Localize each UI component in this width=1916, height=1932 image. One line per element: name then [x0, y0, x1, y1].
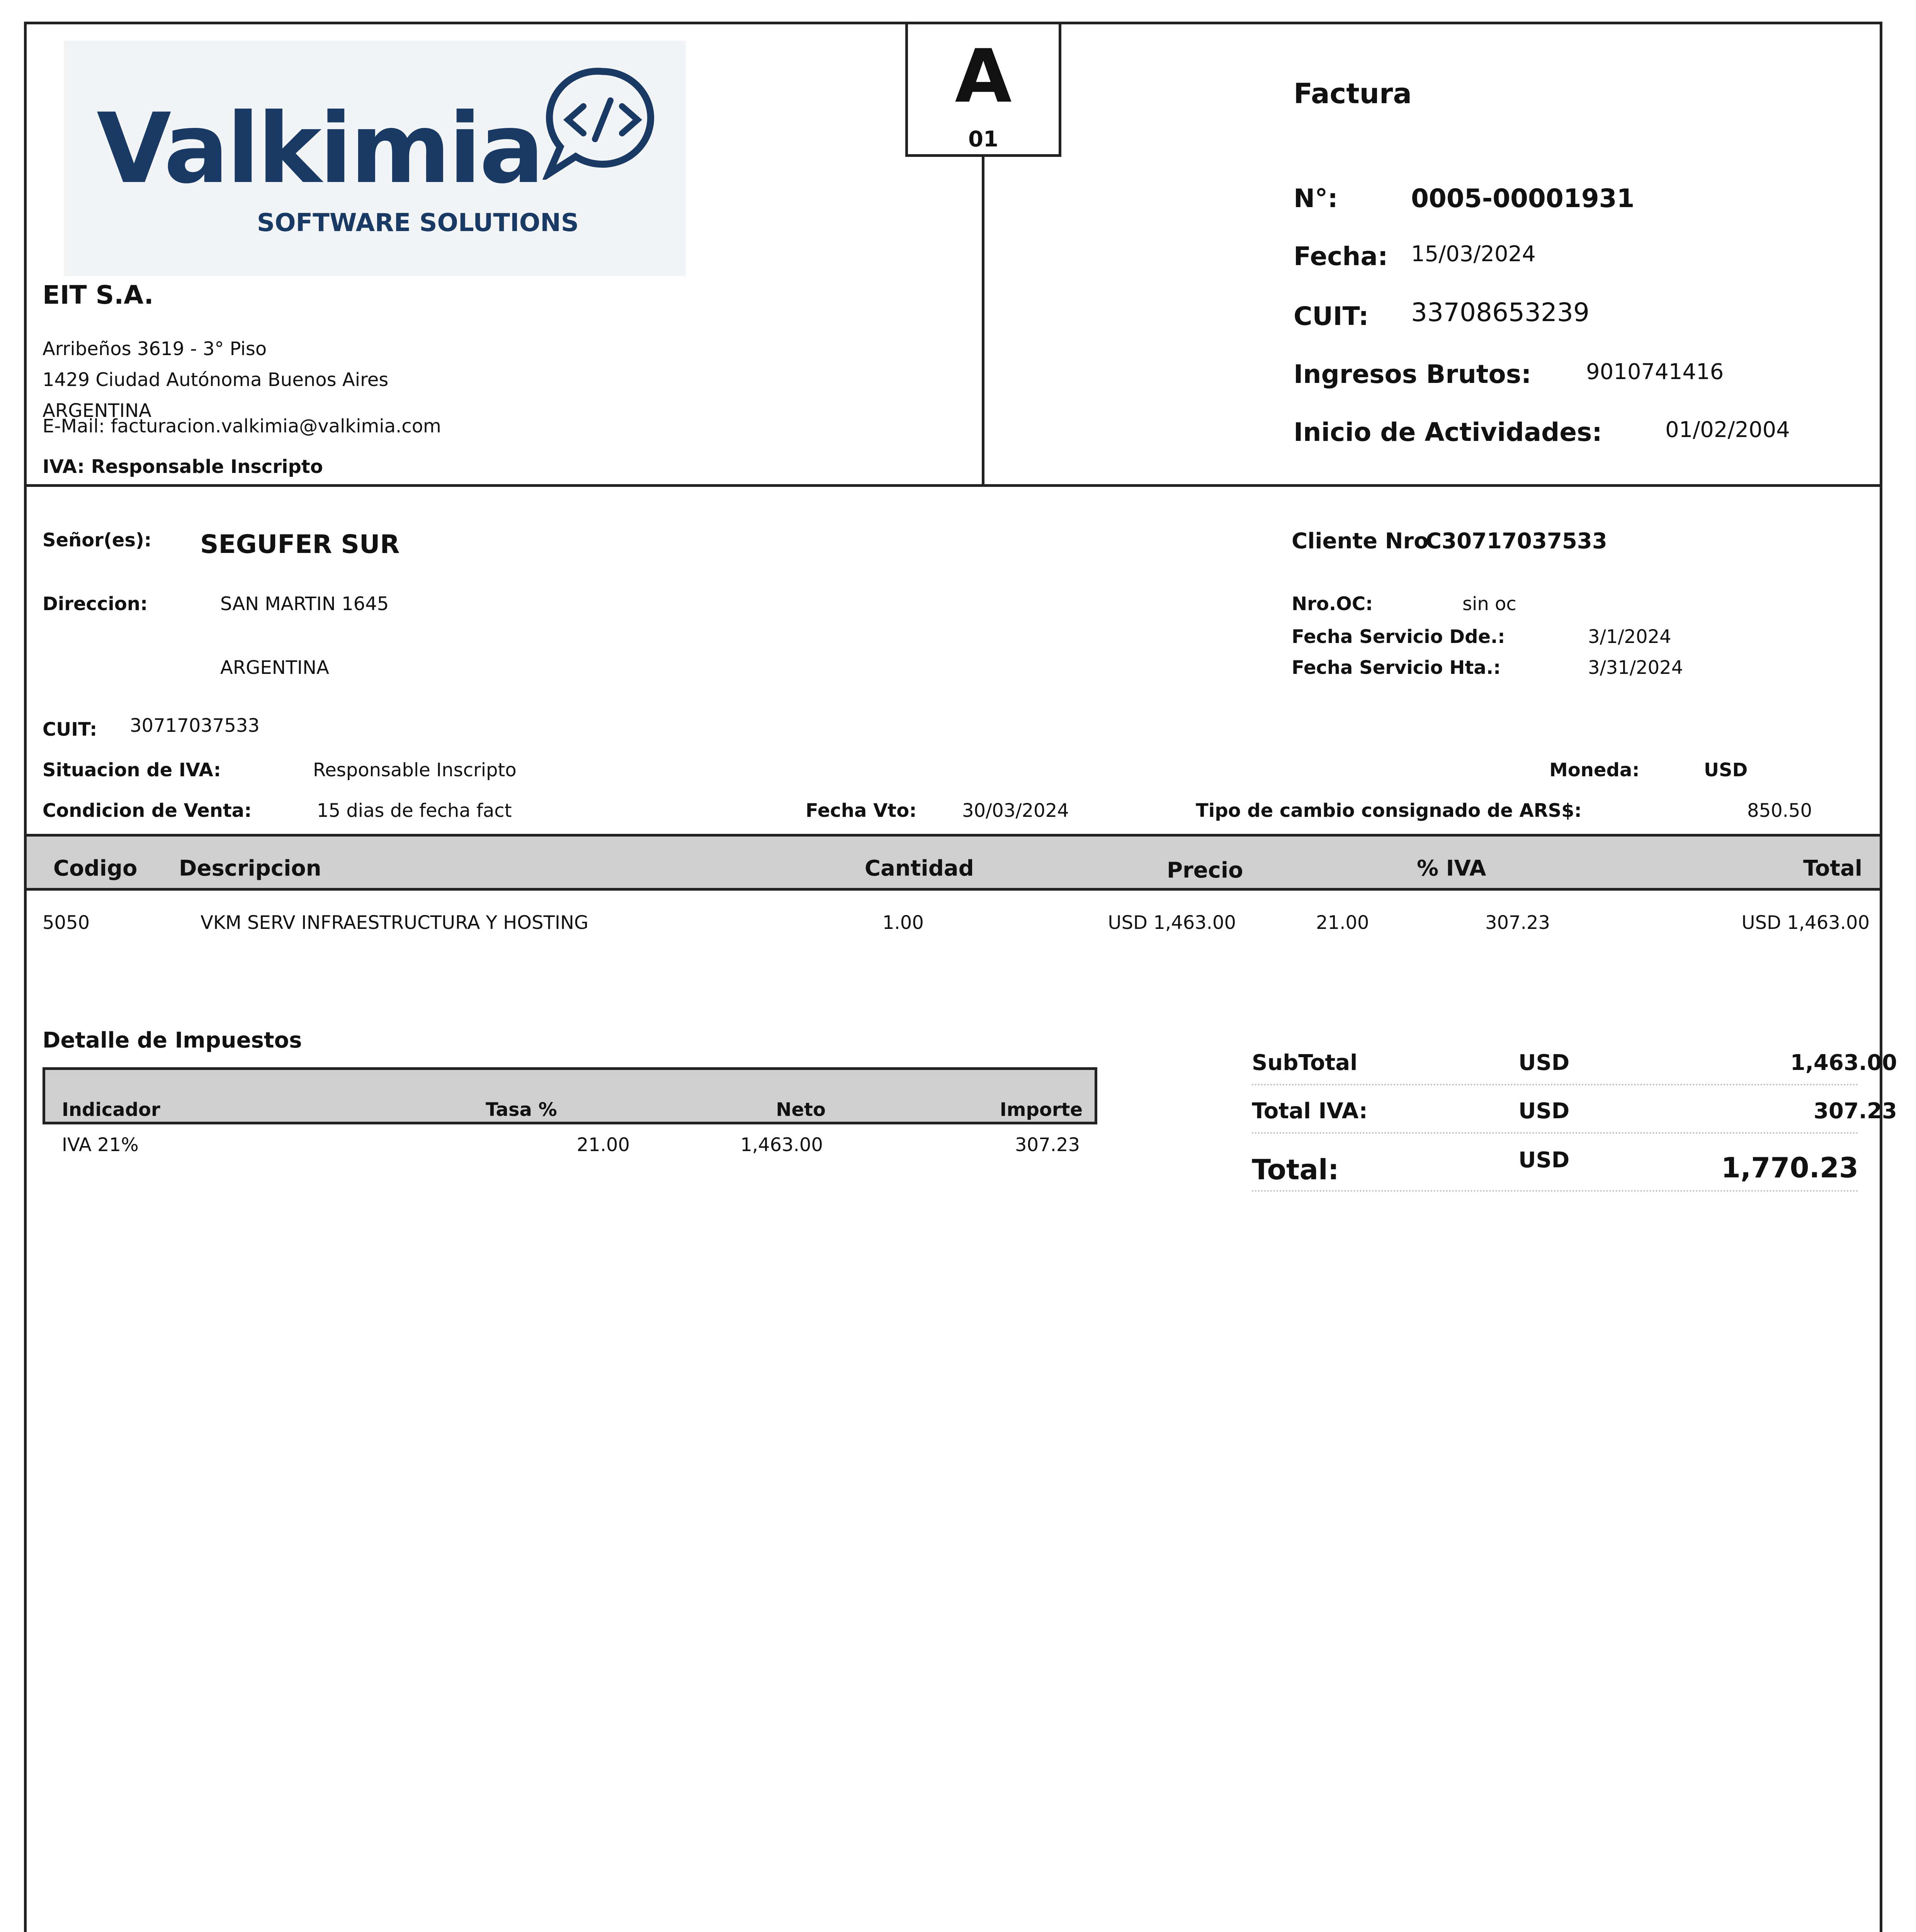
subtotal-currency: USD: [1518, 1050, 1570, 1075]
tax-col-indicator: Indicador: [62, 1099, 160, 1121]
col-price: Precio: [1167, 858, 1243, 883]
sale-condition-label: Condicion de Venta:: [43, 800, 252, 821]
client-senor-label: Señor(es):: [43, 529, 152, 551]
code-bubble-icon: [539, 64, 666, 180]
tax-indicator: IVA 21%: [62, 1134, 139, 1156]
service-to-label: Fecha Servicio Hta.:: [1292, 657, 1501, 679]
total-iva-currency: USD: [1518, 1099, 1570, 1124]
item-quantity: 1.00: [882, 912, 924, 934]
invoice-frame: [24, 22, 1882, 1932]
items-header-bottom: [24, 888, 1882, 891]
due-date-label: Fecha Vto:: [806, 800, 917, 821]
service-to-value: 3/31/2024: [1588, 657, 1683, 679]
col-quantity: Cantidad: [865, 856, 974, 881]
issuer-iva: IVA: Responsable Inscripto: [43, 456, 323, 478]
client-number: C30717037533: [1426, 529, 1607, 554]
subtotal-row: [1252, 1047, 1897, 1085]
grand-total-row: [1252, 1148, 1858, 1192]
company-logo: [64, 41, 686, 276]
client-cuit: 30717037533: [130, 715, 260, 736]
item-total: USD 1,463.00: [1741, 912, 1870, 934]
item-iva-rate: 21.00: [1316, 912, 1369, 934]
currency-label: Moneda:: [1549, 759, 1640, 781]
logo-wordmark: Valkimia: [97, 92, 542, 205]
iibb-value: 9010741416: [1586, 359, 1724, 384]
client-address: SAN MARTIN 1645: [220, 593, 389, 615]
tax-row: [43, 1130, 1097, 1161]
doc-type-letter: A: [955, 34, 1012, 119]
client-iva: Responsable Inscripto: [313, 759, 517, 781]
exchange-rate: 850.50: [1747, 800, 1812, 821]
tax-rate: 21.00: [576, 1134, 630, 1156]
client-country: ARGENTINA: [220, 657, 329, 679]
col-code: Codigo: [53, 856, 138, 881]
total-iva-value: 307.23: [1813, 1099, 1897, 1124]
item-iva-amount: 307.23: [1485, 912, 1550, 934]
item-description: VKM SERV INFRAESTRUCTURA Y HOSTING: [201, 912, 589, 934]
table-row: [27, 908, 1880, 939]
client-number-label: Cliente Nro: [1292, 529, 1429, 554]
issuer-name: EIT S.A.: [43, 280, 154, 310]
item-price: USD 1,463.00: [1108, 912, 1236, 934]
col-total: Total: [1803, 856, 1862, 881]
oc-value: sin oc: [1462, 593, 1516, 615]
tax-col-rate: Tasa %: [486, 1099, 557, 1121]
grand-total-label: Total:: [1252, 1153, 1339, 1186]
col-description: Descripcion: [179, 856, 321, 881]
service-from-value: 3/1/2024: [1588, 626, 1671, 648]
service-from-label: Fecha Servicio Dde.:: [1292, 626, 1505, 648]
grand-total-currency: USD: [1518, 1148, 1570, 1173]
logo-subtitle: SOFTWARE SOLUTIONS: [257, 209, 579, 237]
header-divider: [24, 484, 1882, 487]
invoice-date-label: Fecha:: [1294, 242, 1388, 271]
tax-detail-title: Detalle de Impuestos: [43, 1028, 302, 1053]
invoice-title: Factura: [1294, 77, 1412, 110]
exchange-rate-label: Tipo de cambio consignado de ARS$:: [1196, 800, 1582, 821]
client-name: SEGUFER SUR: [200, 529, 400, 559]
tax-net: 1,463.00: [740, 1134, 823, 1156]
invoice-number-label: N°:: [1294, 184, 1338, 213]
issuer-cuit-label: CUIT:: [1294, 301, 1369, 331]
issuer-address-2: 1429 Ciudad Autónoma Buenos Aires: [43, 369, 389, 391]
tax-col-amount: Importe: [1000, 1099, 1083, 1121]
sale-condition: 15 dias de fecha fact: [317, 800, 512, 821]
start-activities-value: 01/02/2004: [1665, 417, 1790, 442]
issuer-address-1: Arribeños 3619 - 3° Piso: [43, 338, 267, 360]
start-activities-label: Inicio de Actividades:: [1294, 417, 1602, 447]
subtotal-value: 1,463.00: [1790, 1050, 1897, 1075]
client-address-label: Direccion:: [43, 593, 148, 615]
tax-table-header: [43, 1067, 1097, 1124]
total-iva-row: [1252, 1095, 1897, 1134]
client-cuit-label: CUIT:: [43, 719, 97, 740]
issuer-email: E-Mail: facturacion.valkimia@valkimia.com: [43, 415, 441, 437]
iibb-label: Ingresos Brutos:: [1294, 359, 1532, 389]
issuer-country: ARGENTINA: [43, 400, 151, 422]
header-vertical-divider: [982, 155, 984, 487]
invoice-number: 0005-00001931: [1411, 184, 1635, 213]
grand-total-value: 1,770.23: [1721, 1151, 1858, 1184]
invoice-date: 15/03/2024: [1411, 242, 1536, 267]
subtotal-label: SubTotal: [1252, 1050, 1358, 1075]
col-iva: % IVA: [1417, 856, 1486, 881]
doc-type-code: 01: [968, 127, 998, 152]
items-top-line: [24, 834, 1882, 837]
due-date: 30/03/2024: [962, 800, 1069, 821]
client-iva-label: Situacion de IVA:: [43, 759, 221, 781]
issuer-cuit: 33708653239: [1411, 298, 1590, 327]
oc-label: Nro.OC:: [1292, 593, 1373, 615]
item-code: 5050: [43, 912, 90, 934]
doc-type-box: [905, 22, 1061, 157]
currency-value: USD: [1704, 759, 1748, 781]
tax-amount: 307.23: [1015, 1134, 1080, 1156]
total-iva-label: Total IVA:: [1252, 1099, 1368, 1124]
tax-col-net: Neto: [776, 1099, 826, 1121]
